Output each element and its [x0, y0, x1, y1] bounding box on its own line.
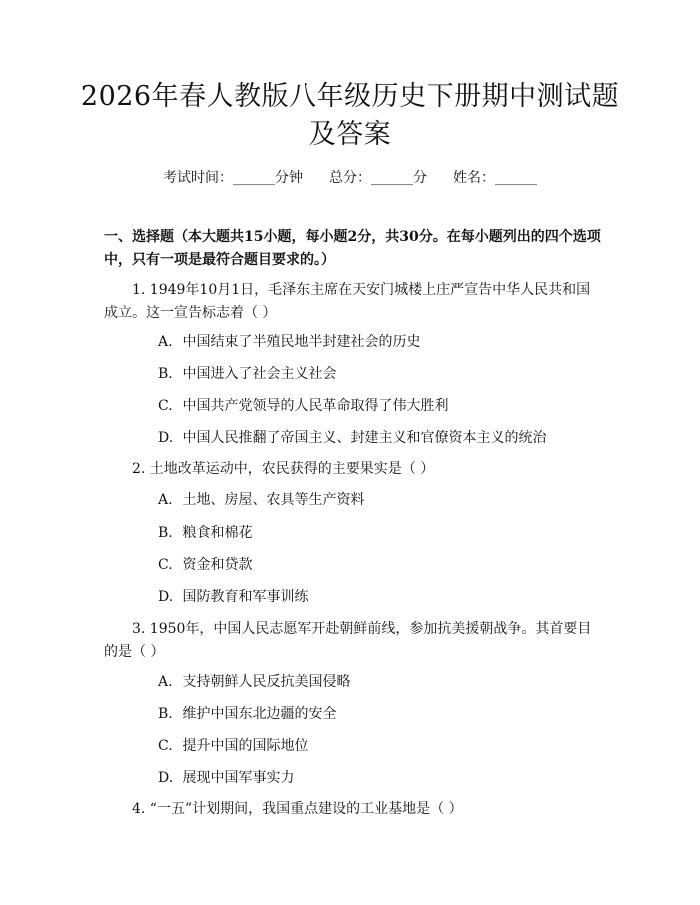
question-3-option-c: [158, 736, 598, 756]
option-letter: A.: [158, 674, 173, 690]
student-name-field: 姓名：______: [453, 170, 537, 186]
question-2-option-a: [158, 490, 598, 510]
question-2-option-d: [158, 587, 598, 607]
question-1-option-c: [158, 396, 598, 416]
option-text: 中国共产党领导的人民革命取得了伟大胜利: [182, 398, 449, 414]
option-text: 中国结束了半殖民地半封建社会的历史: [182, 334, 421, 350]
option-letter: C.: [158, 738, 173, 754]
exam-title-line2: 及答案: [308, 119, 392, 150]
option-text: 提升中国的国际地位: [182, 738, 309, 754]
option-text: 国防教育和军事训练: [182, 589, 309, 605]
option-letter: C.: [158, 398, 173, 414]
option-letter: B.: [158, 706, 173, 722]
option-letter: A.: [158, 492, 173, 508]
question-3-option-a: [158, 672, 598, 692]
exam-title-line1: 2026年春人教版八年级历史下册期中测试题: [80, 81, 620, 112]
total-score-field: 总分：______分: [329, 170, 427, 186]
exam-info-line: [0, 168, 700, 188]
question-stem-4: 4. “一五”计划期间，我国重点建设的工业基地是（ ）: [132, 801, 463, 817]
question-3-option-b: [158, 704, 598, 724]
option-letter: A.: [158, 334, 173, 350]
question-1-option-d: [158, 428, 598, 448]
question-2-option-c: [158, 555, 598, 575]
option-text: 粮食和棉花: [182, 525, 253, 541]
question-stem-2: 2. 土地改革运动中，农民获得的主要果实是（ ）: [132, 461, 435, 477]
option-text: 维护中国东北边疆的安全: [182, 706, 337, 722]
option-text: 资金和贷款: [182, 557, 253, 573]
option-text: 土地、房屋、农具等生产资料: [182, 492, 365, 508]
exam-title: [60, 78, 640, 154]
question-1-option-a: [158, 332, 598, 352]
question-1-option-b: [158, 364, 598, 384]
option-letter: D.: [158, 770, 174, 786]
option-letter: B.: [158, 366, 173, 382]
option-letter: D.: [158, 589, 174, 605]
option-text: 展现中国军事实力: [182, 770, 295, 786]
question-stem-3: 3. 1950年，中国人民志愿军开赴朝鲜前线，参加抗美援朝战争。其首要目的是（ ）: [104, 621, 592, 660]
question-2-option-b: [158, 523, 598, 543]
exam-time-field: 考试时间：______分钟: [163, 170, 303, 186]
option-letter: B.: [158, 525, 173, 541]
question-3-option-d: [158, 768, 598, 788]
option-letter: D.: [158, 430, 174, 446]
option-text: 支持朝鲜人民反抗美国侵略: [182, 674, 351, 690]
option-text: 中国人民推翻了帝国主义、封建主义和官僚资本主义的统治: [182, 430, 547, 446]
question-stem-1: 1. 1949年10月1日，毛泽东主席在天安门城楼上庄严宣告中华人民共和国成立。这一宣告标志着（ ）: [104, 282, 591, 321]
option-text: 中国进入了社会主义社会: [182, 366, 337, 382]
section-heading: 一、选择题（本大题共15小题，每小题2分，共30分。在每小题列出的四个选项中，只有一项是最符合题目要求的。）: [104, 229, 601, 268]
option-letter: C.: [158, 557, 173, 573]
